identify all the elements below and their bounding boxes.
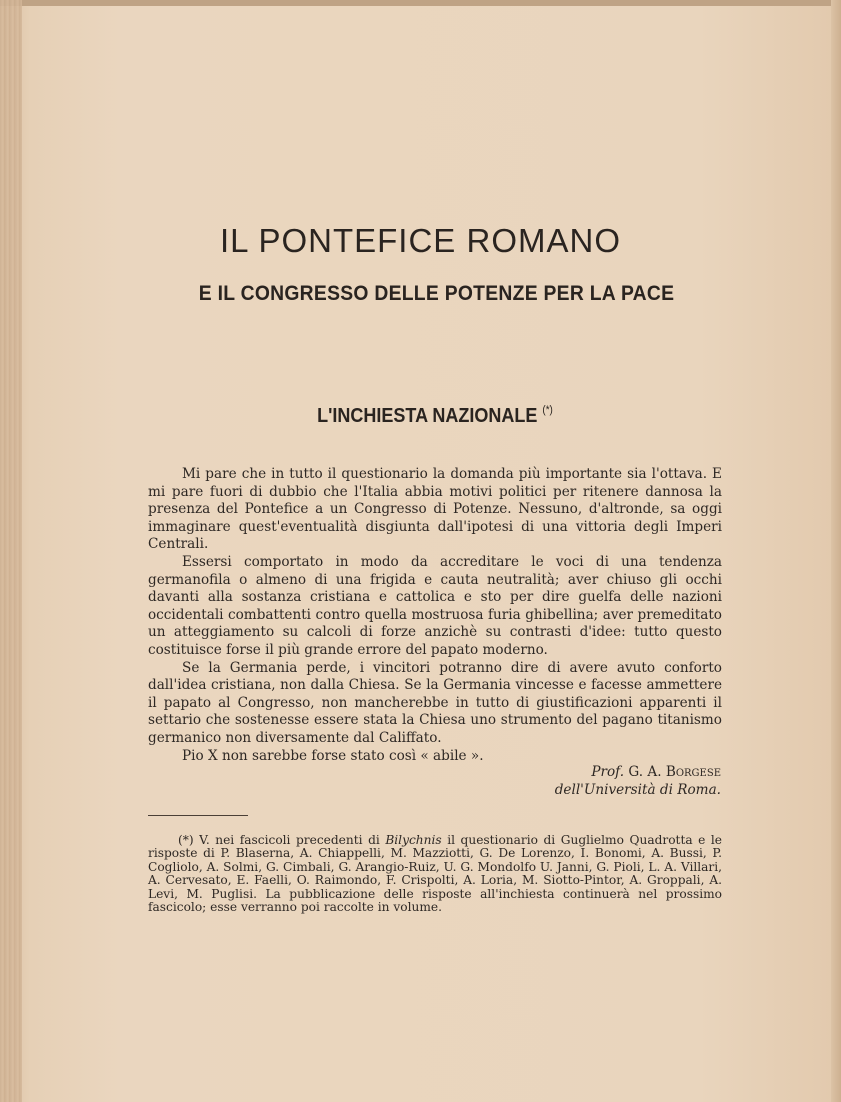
page-right-edge (831, 0, 841, 1102)
signature-block (555, 764, 721, 799)
section-title (44, 404, 827, 428)
footnote (148, 834, 722, 914)
section-title-text: L'INCHIESTA NAZIONALE (317, 405, 538, 427)
signature-name: G. A. Borgese (628, 764, 721, 780)
signature-prefix: Prof. (591, 764, 625, 780)
footnote-text-after: il questionario di Guglielmo Quadrotta e le risposte di P. Blaserna, A. Chiappelli, M. Mazziotti, G. De Lorenzo, I. Bonomi, A. Bussi, P. Cogliolo, A. Solmi, G. Cimbali, G. Arangio-Ruiz, U. G. Mondolfo U. Janni, G. Pioli, L. A. Villari, A. Cervesato, E. Faelli, O. Raimondo, F. Crispolti, A. Loria, M. Siotto-Pintor, A. Groppali, A. Levi, M. Puglisi. La pubblicazione delle risposte all'inchiesta continuerà nel prossimo fascicolo; esse verranno poi raccolte in volume. (148, 833, 723, 915)
footnote-text-before: V. nei fascicoli precedenti di (199, 833, 380, 847)
footnote-mark: (*) (178, 833, 194, 847)
paragraph: Mi pare che in tutto il questionario la domanda più importante sia l'ottava. E mi pare fuori di dubbio che l'Italia abbia motivi politici per ritenere dannosa la presenza del Pontefice a un Congresso di Potenze. Nessuno, d'altronde, sa oggi immaginare quest'eventualità disgiunta dall'ipotesi di una vittoria degli Imperi Centrali. (148, 466, 722, 553)
page-left-edge (0, 0, 22, 1102)
article-title: IL PONTEFICE ROMANO (220, 222, 621, 259)
paragraph: Se la Germania perde, i vincitori potranno dire di avere avuto conforto dall'idea cristiana, non dalla Chiesa. Se la Germania vincesse e facesse ammettere il papato al Congresso, non mancherebbe in tutto di giustificazioni apparenti il settario che sostenesse essere stata la Chiesa uno strumento del pagano titanismo germanico non diversamente dal Califfato. (148, 659, 722, 746)
footnote-rule (148, 815, 248, 816)
footnote-journal: Bilychnis (385, 833, 442, 847)
page-top-edge (0, 0, 841, 6)
article-body (148, 466, 722, 765)
signature-affiliation-line (555, 782, 721, 800)
footnote-paragraph (148, 834, 722, 914)
article-subtitle: E IL CONGRESSO DELLE POTENZE PER LA PACE (198, 282, 675, 305)
signature-affiliation: dell'Università di Roma. (554, 781, 721, 798)
signature-name-line (555, 764, 721, 782)
footnote-reference: (*) (542, 404, 553, 416)
paragraph: Pio X non sarebbe forse stato così « abile ». (182, 747, 484, 764)
paragraph: Essersi comportato in modo da accreditare le voci di una tendenza germanofila o almeno di una frigida e cauta neutralità; aver chiuso gli occhi davanti alla sostanza cristiana e cattolica e sto per dire guelfa delle nazioni occidentali combattenti contro quella mostruosa furia ghibellina; aver premeditato un atteggiamento su calcoli di forze anzichè su contrasti d'idee: tutto questo costituisce forse il più grande errore del papato moderno. (148, 553, 722, 658)
